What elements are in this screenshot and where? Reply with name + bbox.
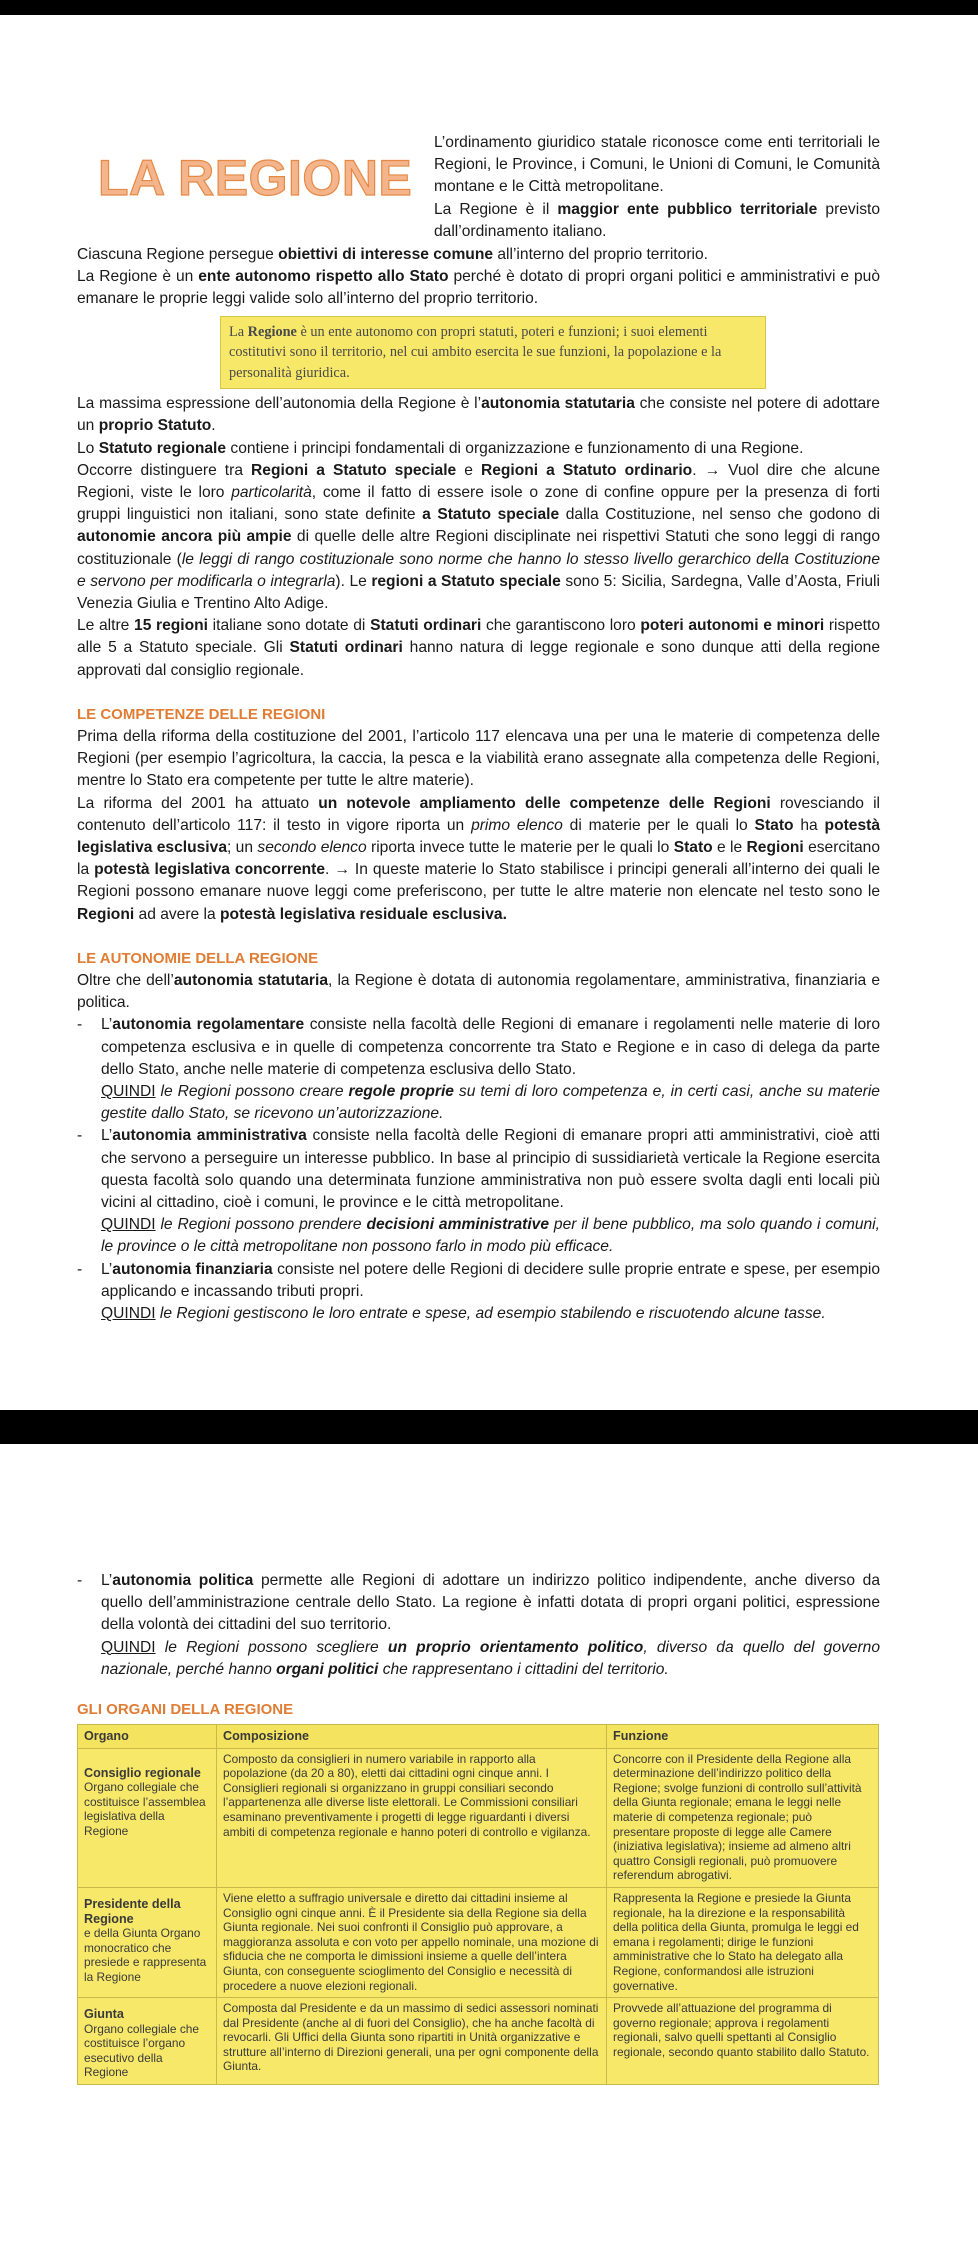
paragraph-statuti-ordinari: Le altre 15 regioni italiane sono dotate di Statuti ordinari che garantiscono loro poteri autonomi e minori rispetto alle 5 a Statuto speciale. Gli Statuti ordinari hanno natura di legge regionale e sono dunque atti della regione approvati dal consiglio regionale. <box>77 617 880 679</box>
column-header: Organo <box>78 1725 217 1749</box>
intro-paragraph <box>434 132 880 243</box>
column-header: Funzione <box>607 1725 879 1749</box>
page2-body <box>77 1570 880 1681</box>
main-body <box>77 244 880 1325</box>
organo-cell: Consiglio regionale Organo collegiale che costituisce l’assemblea legislativa della Regione <box>78 1748 217 1887</box>
organo-cell: Giunta Organo collegiale che costituisce l’organo esecutivo della Regione <box>78 1998 217 2085</box>
paragraph-obiettivi: Ciascuna Regione persegue obiettivi di interesse comune all’interno del proprio territorio. <box>77 246 708 263</box>
composizione-cell: Composta dal Presidente e da un massimo di sedici assessori nominati dal Presidente (anche al di fuori del Consiglio), che ha anche facoltà di revocarli. Gli Uffici della Giunta sono ripartiti in Unità organizzative e strutture all’interno di Direzioni generali, una per ogni componente della Giunta. <box>217 1998 607 2085</box>
table-row <box>78 1748 879 1887</box>
paragraph-autonomie-intro: Oltre che dell’autonomia statutaria, la Regione è dotata di autonomia regolamentare, amministrativa, finanziaria e politica. <box>77 971 880 1012</box>
document-page-1 <box>0 15 978 1410</box>
funzione-cell: Provvede all’attuazione del programma di governo regionale; approva i regolamenti regionali, salvo quelli spettanti al Consiglio regionale, secondo quanto stabilito dallo Statuto. <box>607 1998 879 2085</box>
definition-highlight-box: La Regione è un ente autonomo con propri statuti, poteri e funzioni; i suoi elementi costitutivi sono il territorio, nel cui ambito esercita le sue funzioni, la popolazione e la personalità giuridica. <box>220 316 766 390</box>
table-row <box>78 1998 879 2085</box>
organo-cell: Presidente della Regione e della Giunta Organo monocratico che presiede e rappresenta la Regione <box>78 1887 217 1997</box>
list-item-finanziaria: - L’autonomia finanziaria consiste nel potere delle Regioni di decidere sulle proprie entrate e spese, per esempio applicando e incassando tributi propri. QUINDI le Regioni gestiscono le loro entrate e spese, ad esempio stabilendo e riscuotendo alcune tasse. <box>77 1259 880 1326</box>
autonomie-list <box>77 1014 880 1325</box>
section-heading-competenze: LE COMPETENZE DELLE REGIONI <box>77 705 326 723</box>
funzione-cell: Concorre con il Presidente della Regione alla determinazione dell’indirizzo politico della Regione; svolge funzioni di controllo sull’attività della Giunta regionale; emana le leggi nelle materie di competenza regionale; può presentare proposte di legge alle Camere (iniziativa legislativa); insieme ad almeno altri quattro Consigli regionali, può promuovere referendum abrogativi. <box>607 1748 879 1887</box>
composizione-cell: Viene eletto a suffragio universale e diretto dai cittadini insieme al Consiglio ogni cinque anni. È il Presidente sia della Regione sia della Giunta regionale. Nei suoi confronti il Consiglio può approvare, a maggioranza assoluta e con voto per appello nominale, una mozione di sfiducia che ne comporta le dimissioni insieme a quelle dell’intera Giunta, con conseguente scioglimento del Consiglio e necessità di procedere a nuove elezioni regionali. <box>217 1887 607 1997</box>
section-heading-autonomie: LE AUTONOMIE DELLA REGIONE <box>77 949 319 967</box>
document-page-2 <box>0 1444 978 2243</box>
organi-table <box>77 1724 879 2085</box>
list-item-amministrativa: - L’autonomia amministrativa consiste nella facoltà delle Regioni di emanare propri atti amministrativi, cioè atti che servono a perseguire un interesse pubblico. In base al principio di sussidiarietà verticale la Regione esercita questa facoltà solo quando una determinata funzione amministrativa non può essere svolta dagli enti locali più vicini al cittadino, cioè i comuni, le province e le città metropolitane. QUINDI le Regioni possono prendere decisioni amministrative per il bene pubblico, ma solo quando i comuni, le province o le città metropolitane non possono farlo in modo più efficace. <box>77 1125 880 1258</box>
paragraph-riforma-2001: La riforma del 2001 ha attuato un notevole ampliamento delle competenze delle Regioni rovesciando il contenuto dell’articolo 117: il testo in vigore riporta un primo elenco di materie per le quali lo Stato ha potestà legislativa esclusiva; un secondo elenco riporta invece tutte le materie per le quali lo Stato e le Regioni esercitano la potestà legislativa concorrente. → In queste materie lo Stato stabilisce i principi generali all’interno dei quali le Regioni possono emanare nuove leggi come preferiscono, per tutte le altre materie non elencate nel testo sono le Regioni ad avere la potestà legislativa residuale esclusiva. <box>77 794 881 923</box>
paragraph-autonomia-statutaria: La massima espressione dell’autonomia della Regione è l’autonomia statutaria che consiste nel potere di adottare un proprio Statuto. <box>77 395 880 435</box>
arrow-right-icon: → <box>334 861 350 879</box>
paragraph-ente-autonomo: La Regione è un ente autonomo rispetto allo Stato perché è dotato di propri organi politici e amministrativi e può emanare le proprie leggi valide solo all’interno del proprio territorio. <box>77 268 881 308</box>
column-header: Composizione <box>217 1725 607 1749</box>
autonomie-list-continued <box>77 1570 880 1681</box>
table-row <box>78 1887 879 1997</box>
paragraph-statuto-regionale: Lo Statuto regionale contiene i principi fondamentali di organizzazione e funzionamento di una Regione. <box>77 439 804 457</box>
section-heading-organi: GLI ORGANI DELLA REGIONE <box>77 1701 294 1718</box>
composizione-cell: Composto da consiglieri in numero variabile in rapporto alla popolazione (da 20 a 80), eletti dai cittadini ogni cinque anni. I Consiglieri regionali si organizzano in gruppi consiliari secondo l’appartenenza alle diverse liste elettorali. Le Commissioni consiliari esaminano preventivamente i progetti di legge riguardanti i diversi ambiti di competenza regionale e hanno poteri di controllo e vigilanza. <box>217 1748 607 1887</box>
paragraph-statuti-tipi: Occorre distinguere tra Regioni a Statuto speciale e Regioni a Statuto ordinario. → Vuol dire che alcune Regioni, viste le loro particolarità, come il fatto di essere isole o zone di confine oppure per la presenza di forti gruppi linguistici non italiani, sono state definite a Statuto speciale dalla Costituzione, nel senso che godono di autonomie ancora più ampie di quelle delle altre Regioni disciplinate nei rispettivi Statuti che sono leggi di rango costituzionale (le leggi di rango costituzionale sono norme che hanno lo stesso livello gerarchico della Costituzione e servono per modificarla o integrarla). Le regioni a Statuto speciale sono 5: Sicilia, Sardegna, Valle d’Aosta, Friuli Venezia Giulia e Trentino Alto Adige. <box>77 461 881 612</box>
page-title: LA REGIONE <box>98 150 413 206</box>
paragraph-competenze-prima: Prima della riforma della costituzione del 2001, l’articolo 117 elencava una per una le materie di competenza delle Regioni (per esempio l’agricoltura, la caccia, la pesca e la viabilità erano assegnate alla competenza delle Regioni, mentre lo Stato era competente per tutte le altre materie). <box>77 727 880 790</box>
list-item-politica: - L’autonomia politica permette alle Regioni di adottare un indirizzo politico indipendente, anche diverso da quello dell’amministrazione centrale dello Stato. La regione è infatti dotata di propri organi politici, espressione della volontà dei cittadini del suo territorio. QUINDI le Regioni possono scegliere un proprio orientamento politico, diverso da quello del governo nazionale, perché hanno organi politici che rappresentano i cittadini del territorio. <box>77 1570 880 1681</box>
arrow-right-icon: → <box>704 461 721 479</box>
intro-text-2: La Regione è il maggior ente pubblico territoriale previsto dall’ordinamento italiano. <box>434 200 880 240</box>
funzione-cell: Rappresenta la Regione e presiede la Giunta regionale, ha la direzione e la responsabilità della politica della Giunta, promulga le leggi ed emana i regolamenti; dirige le funzioni amministrative che lo Stato ha delegato alla Regione, conformandosi alle istruzioni governative. <box>607 1887 879 1997</box>
list-item-regolamentare: - L’autonomia regolamentare consiste nella facoltà delle Regioni di emanare i regolamenti nelle materie di loro competenza esclusiva e in quelle di competenza concorrente tra Stato e Regione e in caso di delega da parte dello Stato, anche nelle materie di competenza esclusiva dello Stato. QUINDI le Regioni possono creare regole proprie su temi di loro competenza e, in certi casi, anche su materie gestite dallo Stato, se ricevono un’autorizzazione. <box>77 1014 880 1125</box>
table-header-row <box>78 1725 879 1749</box>
intro-text-1: L’ordinamento giuridico statale riconosce come enti territoriali le Regioni, le Province, i Comuni, le Unioni di Comuni, le Comunità montane e le Città metropolitane. <box>434 134 880 196</box>
